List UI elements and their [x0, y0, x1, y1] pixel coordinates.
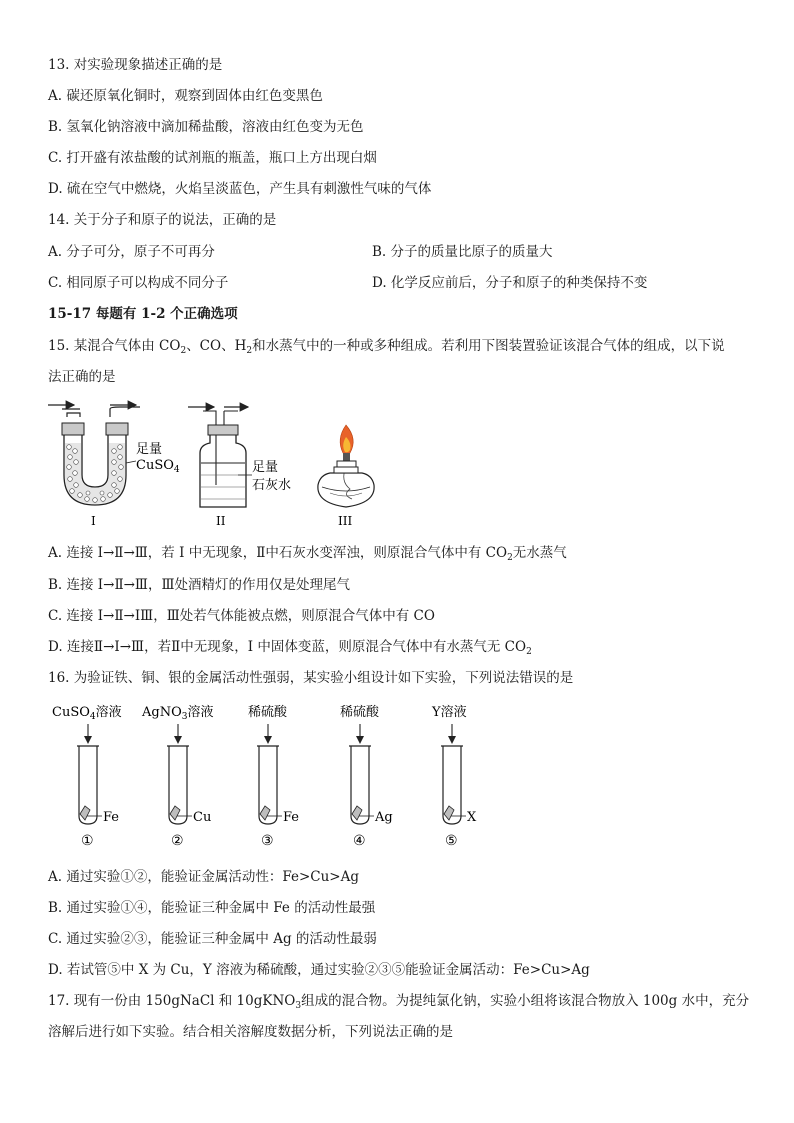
q16-option-d: D. 若试管⑤中 X 为 Cu，Y 溶液为稀硫酸，通过实验②③⑤能验证金属活动：Fe>Cu>Ag	[48, 962, 590, 978]
q14-option-c: C. 相同原子可以构成不同分子	[48, 275, 229, 291]
tube-metal-label: Ag	[375, 810, 393, 825]
section-heading: 15-17 每题有 1-2 个正确选项	[48, 306, 238, 322]
tube-number: ②	[171, 833, 184, 849]
tube-metal-label: Cu	[193, 810, 212, 825]
metal-sample	[170, 806, 180, 820]
q16-test-tubes-diagram	[40, 698, 520, 853]
test-tube-2	[141, 704, 214, 849]
q15-apparatus-diagram	[40, 395, 400, 535]
q13-option-b: B. 氢氧化钠溶液中滴加稀盐酸，溶液由红色变为无色	[48, 119, 364, 135]
q15-option-a: A. 连接 I→Ⅱ→Ⅲ，若 I 中无现象，Ⅱ中石灰水变浑浊，则原混合气体中有 $CO_2$无水蒸气	[48, 545, 567, 563]
tube-reagent-label: CuSO$_4$溶液	[52, 705, 122, 722]
q17-line1: 17. 现有一份由 150gNaCl 和 10gKNO$_3$组成的混合物。为提纯氯化钠，实验小组将该混合物放入 100g 水中，充分	[48, 993, 750, 1011]
q16-option-c: C. 通过实验②③，能验证三种金属中 Ag 的活动性最弱	[48, 931, 377, 947]
tube-metal-label: Fe	[103, 810, 120, 825]
tube-number: ③	[261, 833, 274, 849]
q13-option-a: A. 碳还原氧化铜时，观察到固体由红色变黑色	[48, 88, 323, 104]
q16-option-b: B. 通过实验①④，能验证三种金属中 Fe 的活动性最强	[48, 900, 376, 916]
roman-iii: III	[338, 514, 353, 528]
metal-sample	[260, 806, 270, 820]
roman-i: I	[91, 514, 96, 528]
q15-option-b: B. 连接 I→Ⅱ→Ⅲ，Ⅲ处酒精灯的作用仅是处理尾气	[48, 577, 350, 593]
q15-option-c: C. 连接 I→Ⅱ→IⅢ，Ⅲ处若气体能被点燃，则原混合气体中有 CO	[48, 608, 435, 624]
tube-reagent-label: 稀硫酸	[340, 705, 380, 720]
q14-option-a: A. 分子可分，原子不可再分	[48, 244, 215, 260]
roman-ii: II	[216, 514, 226, 528]
metal-sample	[444, 806, 454, 820]
q15-option-d: D. 连接Ⅱ→I→Ⅲ，若Ⅱ中无现象，I 中固体变蓝，则原混合气体中有水蒸气无 $CO_2$	[48, 639, 532, 657]
metal-sample	[352, 806, 362, 820]
alcohol-lamp-apparatus	[318, 425, 374, 528]
metal-sample	[80, 806, 90, 820]
q14-option-d: D. 化学反应前后，分子和原子的种类保持不变	[372, 275, 648, 291]
tube-metal-label: X	[467, 810, 477, 825]
q14-option-b: B. 分子的质量比原子的质量大	[372, 244, 553, 260]
q17-line2: 溶解后进行如下实验。结合相关溶解度数据分析，下列说法正确的是	[48, 1024, 453, 1040]
tube-reagent-label: 稀硫酸	[248, 705, 288, 720]
u-tube-apparatus	[48, 405, 180, 528]
q16-stem: 16. 为验证铁、铜、银的金属活动性强弱，某实验小组设计如下实验，下列说法错误的是	[48, 670, 574, 686]
label-i-line1: 足量	[136, 442, 163, 457]
tube-metal-label: Fe	[283, 810, 300, 825]
test-tube-5	[431, 704, 477, 849]
tube-number: ⑤	[445, 833, 458, 849]
q13-stem: 13. 对实验现象描述正确的是	[48, 57, 223, 73]
tube-reagent-label: AgNO$_3$溶液	[142, 705, 214, 722]
q14-stem: 14. 关于分子和原子的说法，正确的是	[48, 212, 277, 228]
tube-number: ①	[81, 833, 94, 849]
label-ii-line2: 石灰水	[252, 478, 292, 493]
test-tube-4	[340, 704, 393, 849]
tube-reagent-label: Y溶液	[432, 705, 467, 720]
q16-option-a: A. 通过实验①②，能验证金属活动性：Fe>Cu>Ag	[48, 869, 359, 885]
tube-number: ④	[353, 833, 366, 849]
q13-option-c: C. 打开盛有浓盐酸的试剂瓶的瓶盖，瓶口上方出现白烟	[48, 150, 377, 166]
q13-option-d: D. 硫在空气中燃烧，火焰呈淡蓝色，产生具有刺激性气味的气体	[48, 181, 432, 197]
wash-bottle-apparatus	[188, 407, 291, 528]
label-i-line2: CuSO$_4$	[136, 458, 180, 475]
q15-stem-line2: 法正确的是	[48, 369, 116, 385]
label-ii-line1: 足量	[252, 460, 279, 475]
test-tube-3	[248, 704, 299, 849]
test-tube-1	[52, 704, 122, 849]
q15-stem-line1: 15. 某混合气体由 $CO_2$、CO、$H_2$和水蒸气中的一种或多种组成。若利用下图装置验证该混合气体的组成，以下说	[48, 338, 725, 356]
